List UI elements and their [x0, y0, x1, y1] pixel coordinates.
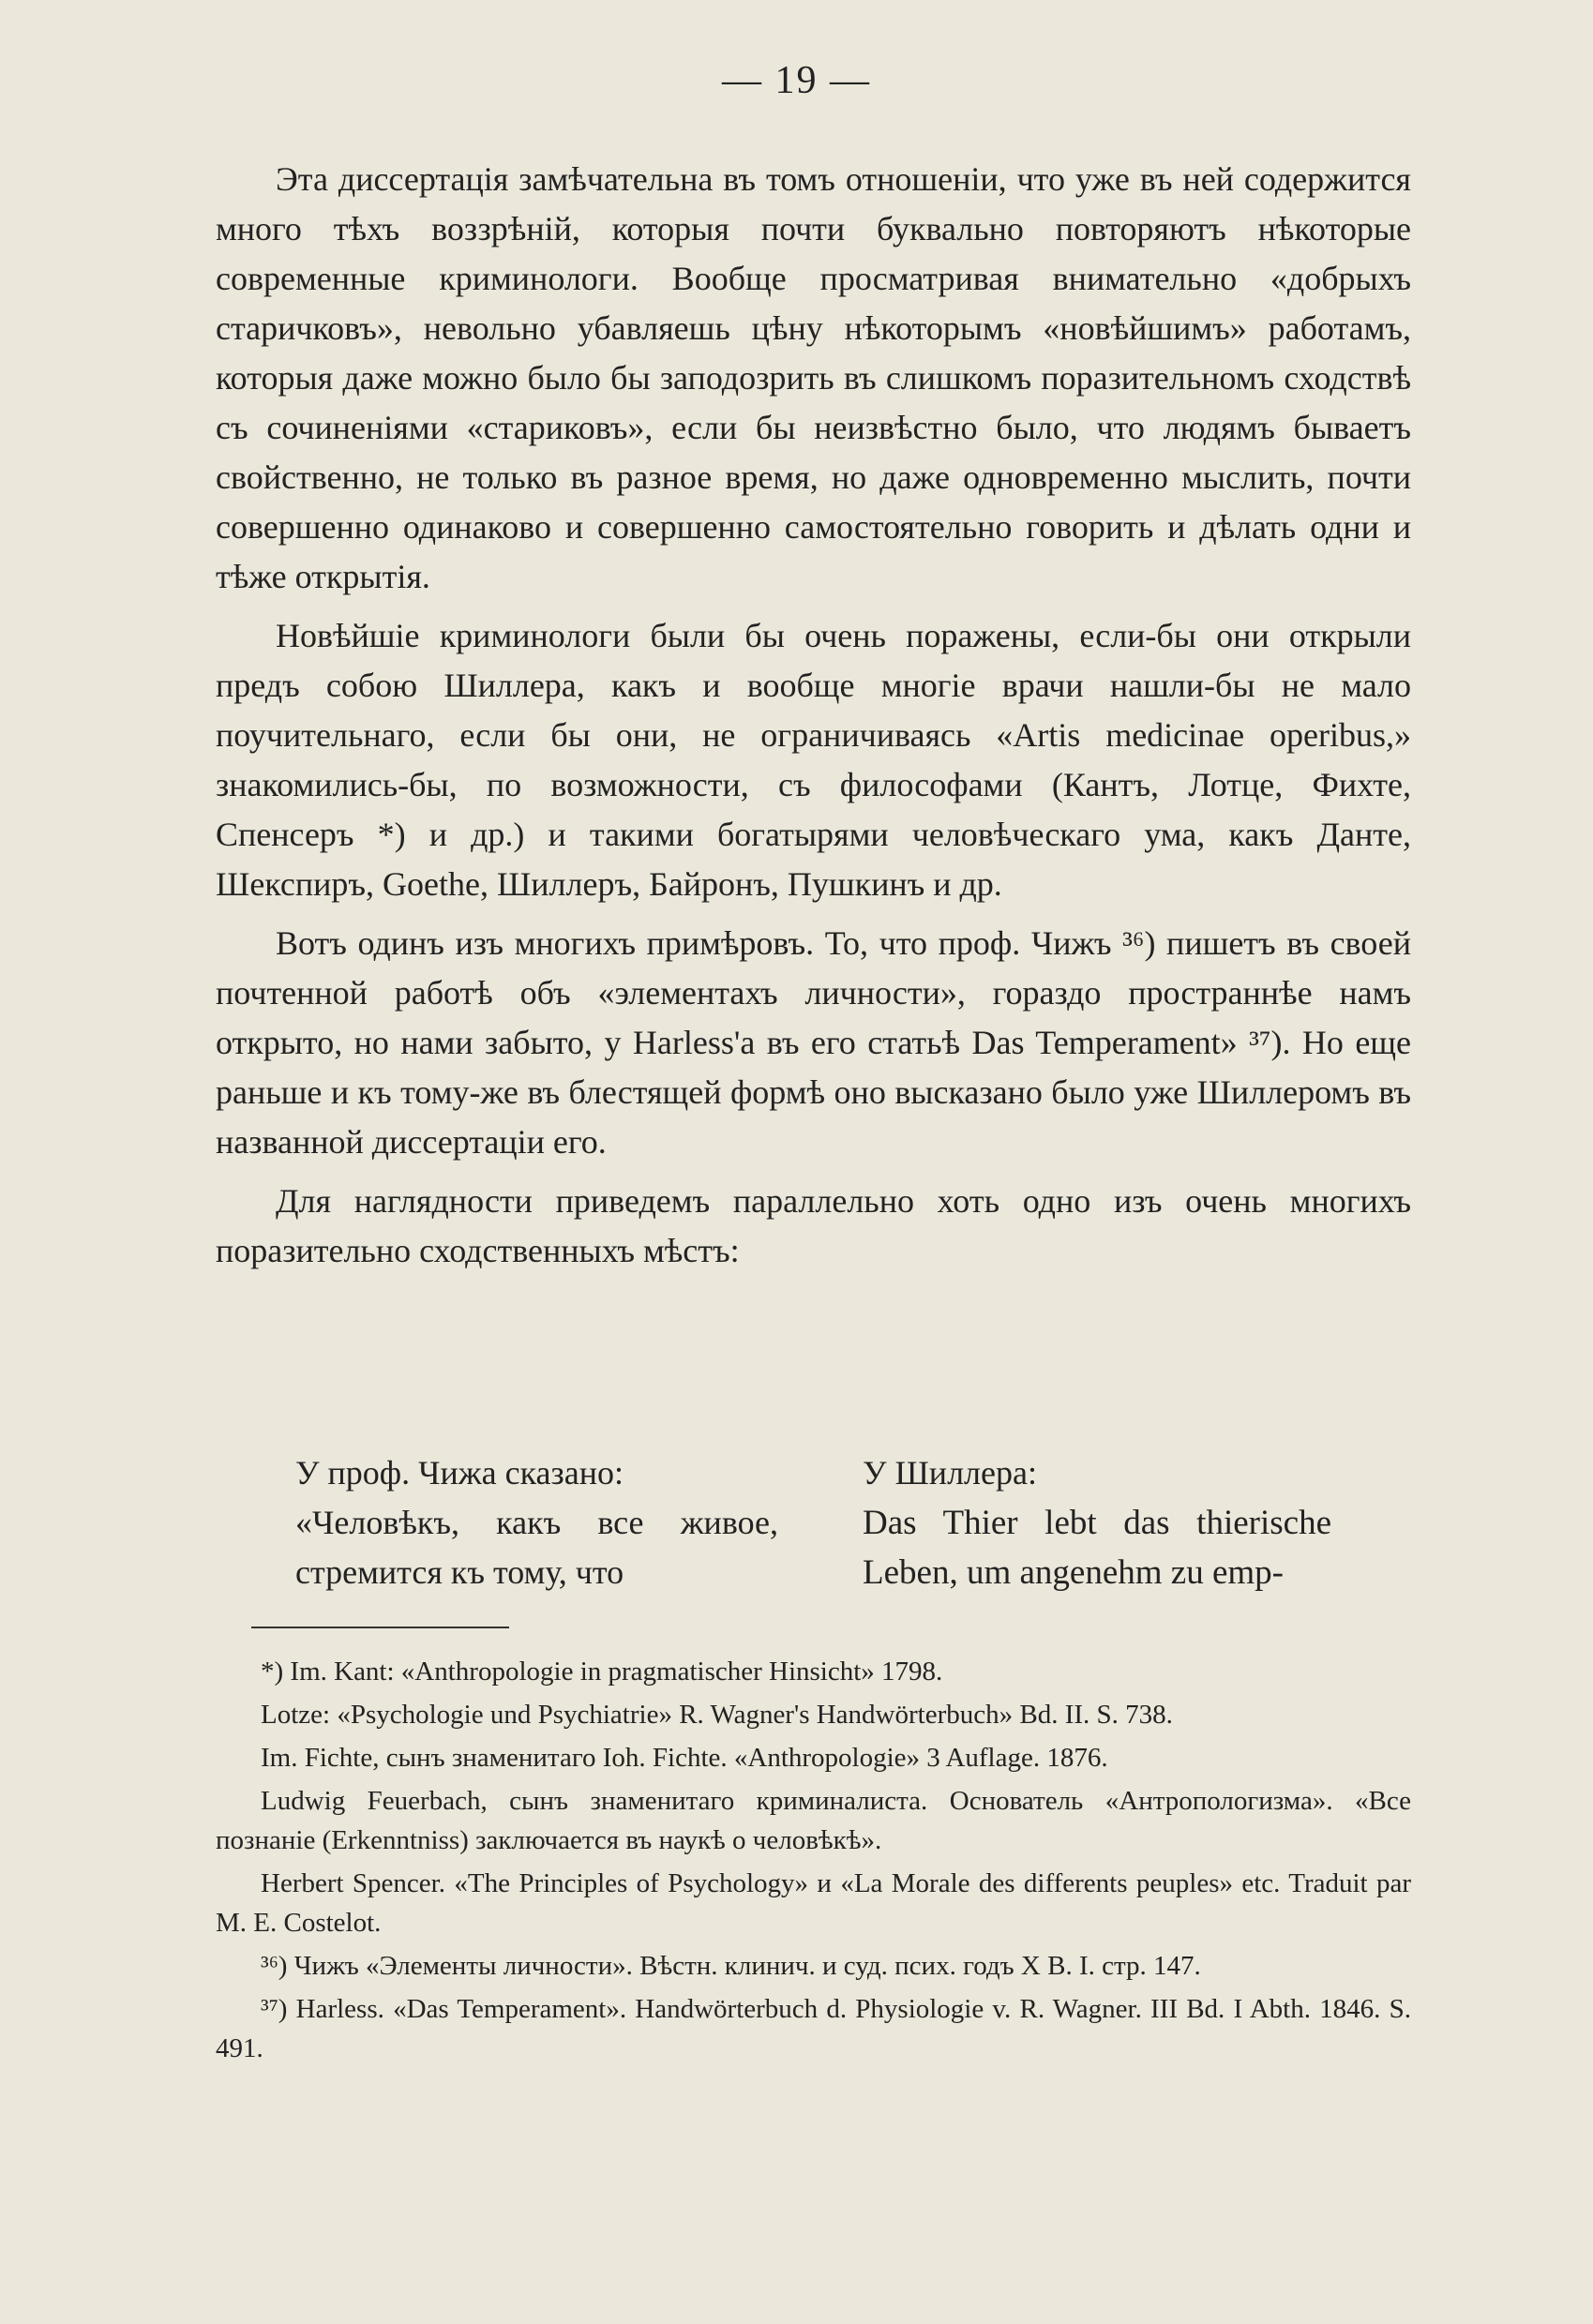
- paragraph: Эта диссертація замѣчательна въ томъ отношеніи, что уже въ ней содержится много тѣхъ воззрѣній, которыя почти буквально повторяютъ нѣкоторые современные криминологи. Вообще просматривая внимательно «добрыхъ старичковъ», невольно убавляешь цѣну нѣкоторымъ «новѣйшимъ» работамъ, которыя даже можно было бы заподозрить въ слишкомъ поразительномъ сходствѣ съ сочиненіями «стариковъ», если бы неизвѣстно было, что людямъ бываетъ свойственно, не только въ разное время, но даже одновременно мыслить, почти совершенно одинаково и совершенно самостоятельно говорить и дѣлать одни и тѣже открытія.: [216, 160, 1411, 595]
- comparison-right-column: [778, 1448, 1331, 1597]
- footnote: *) Im. Kant: «Anthropologie in pragmatischer Hinsicht» 1798.: [261, 1657, 943, 1687]
- footnote: ³⁷) Harless. «Das Temperament». Handwörterbuch d. Physiologie v. R. Wagner. III Bd. I Abth. 1846. S. 491.: [216, 1994, 1411, 2063]
- page-number: — 19 —: [722, 59, 871, 102]
- comparison-right-header: У Шиллера:: [863, 1454, 1037, 1492]
- footnote: ³⁶) Чижъ «Элементы личности». Вѣстн. клинич. и суд. псих. годъ X В. I. стр. 147.: [261, 1951, 1201, 1981]
- paragraph: Вотъ одинъ изъ многихъ примѣровъ. То, что проф. Чижъ ³⁶) пишетъ въ своей почтенной работѣ объ «элементахъ личности», гораздо пространнѣе намъ открыто, но нами забыто, у Harless'а въ его статьѣ Das Temperament» ³⁷). Но еще раньше и къ тому-же въ блестящей формѣ оно высказано было уже Шиллеромъ въ названной диссертаціи его.: [216, 924, 1411, 1161]
- footnote-divider: [251, 1627, 509, 1628]
- comparison-left-column: [216, 1448, 778, 1597]
- footnote: Ludwig Feuerbach, сынъ знаменитаго криминалиста. Основатель «Антропологизма». «Все познаніе (Erkenntniss) заключается въ наукѣ о человѣкѣ».: [216, 1786, 1411, 1855]
- comparison-left-text: «Человѣкъ, какъ все живое, стремится къ тому, что: [295, 1504, 778, 1591]
- comparison-columns: [216, 1448, 1411, 1597]
- footnote: Lotze: «Psychologie und Psychiatrie» R. Wagner's Handwörterbuch» Bd. II. S. 738.: [261, 1700, 1173, 1730]
- paragraph: Для наглядности приведемъ параллельно хоть одно изъ очень многихъ поразительно сходственныхъ мѣстъ:: [216, 1182, 1411, 1269]
- paragraph: Новѣйшіе криминологи были бы очень поражены, если-бы они открыли предъ собою Шиллера, какъ и вообще многіе врачи нашли-бы не мало поучительнаго, если бы они, не ограничиваясь «Artis medicinae operibus,» знакомились-бы, по возможности, съ философами (Кантъ, Лотце, Фихте, Спенсеръ *) и др.) и такими богатырями человѣческаго ума, какъ Данте, Шекспиръ, Goethe, Шиллеръ, Байронъ, Пушкинъ и др.: [216, 617, 1411, 903]
- footnote: Im. Fichte, сынъ знаменитаго Ioh. Fichte. «Anthropologie» 3 Auflage. 1876.: [261, 1743, 1108, 1773]
- body-text: [216, 155, 1411, 1285]
- footnotes: [216, 1652, 1411, 2072]
- comparison-left-header: У проф. Чижа сказано:: [295, 1454, 624, 1492]
- footnote: Herbert Spencer. «The Principles of Psychology» и «La Morale des differents peuples» etc. Traduit par M. E. Costelot.: [216, 1868, 1411, 1938]
- comparison-right-text: Das Thier lebt das thierische Leben, um angenehm zu emp-: [863, 1504, 1331, 1592]
